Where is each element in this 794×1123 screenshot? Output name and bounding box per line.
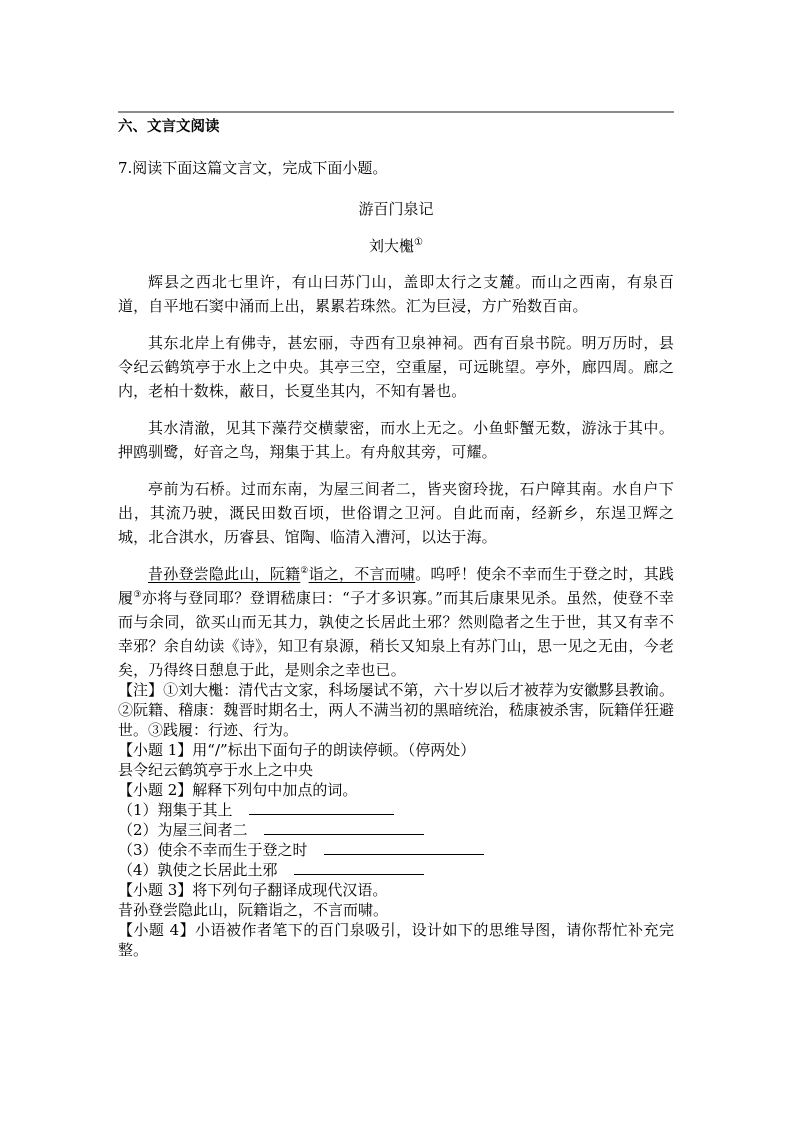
footnotes: 【注】①刘大櫆：清代古文家，科场屡试不第，六十岁以后才被荐为安徽黟县教谕。②阮籍、稽康：魏晋时期名士，两人不满当初的黑暗统治，嵇康被杀害，阮籍佯狂避世。③践履：行迹、行为。 <box>118 681 674 739</box>
essay-author <box>118 233 674 256</box>
essay-paragraph-2: 其东北岸上有佛寺，甚宏丽，寺西有卫泉神祠。西有百泉书院。明万历时，县令纪云鹤筑亭于水上之中央。其亭三空，空重屋，可远眺望。亭外，廊四周。廊之内，老柏十数株，蔽日，长夏坐其内，不知有暑也。 <box>118 334 674 400</box>
footnote-mark-1: ① <box>414 237 423 248</box>
notes-and-questions <box>118 680 674 960</box>
paragraph-5-text-a: 。呜呼！使余不幸而生于登之时，其践履 <box>118 565 674 607</box>
footnote-mark-2: ② <box>300 566 309 576</box>
underlined-sentence-part-b: 诣之，不言而啸 <box>308 565 416 583</box>
question-3: 【小题 3】将下列句子翻译成现代汉语。 <box>118 881 388 899</box>
question-2-item-3-text: （3）使余不幸而生于登之时 <box>118 841 308 859</box>
question-3-sentence: 昔孙登尝隐此山，阮籍诣之，不言而啸。 <box>118 901 389 919</box>
essay-title: 游百门泉记 <box>358 200 434 218</box>
question-1-sentence: 县令纪云鹤筑亭于水上之中央 <box>118 761 314 779</box>
underlined-sentence-part-a: 昔孙登尝隐此山，阮籍 <box>148 565 301 583</box>
answer-blank-2[interactable] <box>264 820 424 835</box>
author-name: 刘大櫆 <box>369 237 415 255</box>
question-2-item-4-text: （4）孰使之长居此土邪 <box>118 861 278 879</box>
question-2-item-3 <box>118 840 674 860</box>
question-2-item-2-text: （2）为屋三间者二 <box>118 821 248 839</box>
answer-blank-3[interactable] <box>324 840 484 855</box>
essay-paragraph-5 <box>118 562 674 682</box>
header-rule <box>118 111 674 113</box>
question-instruction: 7.阅读下面这篇文言文，完成下面小题。 <box>118 159 388 177</box>
question-2-item-1-text: （1）翔集于其上 <box>118 801 233 819</box>
question-2: 【小题 2】解释下列句中加点的词。 <box>118 781 358 799</box>
essay-paragraph-1: 辉县之西北七里许，有山曰苏门山，盖即太行之支麓。而山之西南，有泉百道，自平地石窦中涌而上出，累累若珠然。汇为巨浸，方广殆数百亩。 <box>118 273 674 315</box>
essay-paragraph-4: 亭前为石桥。过而东南，为屋三间者二，皆夹窗玲拢，石户障其南。水自户下出，其流乃驶，溉民田数百顷，世俗谓之卫河。自此而南，经新乡，东逞卫辉之城，北合淇水，历睿县、馆陶、临清入漕河，以达于海。 <box>118 480 674 546</box>
question-1: 【小题 1】用“/”标出下面句子的朗读停顿。（停两处） <box>118 741 476 759</box>
question-2-item-1 <box>118 800 674 820</box>
question-2-item-2 <box>118 820 674 840</box>
question-2-item-4 <box>118 860 674 880</box>
answer-blank-4[interactable] <box>294 860 424 875</box>
essay-paragraph-3: 其水清澈，见其下藻荇交横蒙密，而水上无之。小鱼虾蟹无数，游泳于其中。押鸥驯鹭，好音之鸟，翔集于其上。有舟舣其旁，可耀。 <box>118 419 674 461</box>
answer-blank-1[interactable] <box>249 800 394 815</box>
section-heading: 六、文言文阅读 <box>118 118 220 135</box>
footnote-mark-3: ③ <box>133 590 142 600</box>
question-4: 【小题 4】小语被作者笔下的百门泉吸引，设计如下的思维导图，请你帮忙补充完整。 <box>118 921 674 959</box>
paragraph-5-text-b: 亦将与登同耶？登谓嵇康曰：“子才多识寡。”而其后康果见杀。虽然，使登不幸而与余同，欲买山而无其力，孰使之长居此土邪？然则隐者之生于世，其又有幸不幸邪？余自幼读《诗》，知卫有泉源，稍长又知泉上有苏门山，思一见之无由，今老矣，乃得终日憩息于此，是则余之幸也已。 <box>118 589 674 679</box>
